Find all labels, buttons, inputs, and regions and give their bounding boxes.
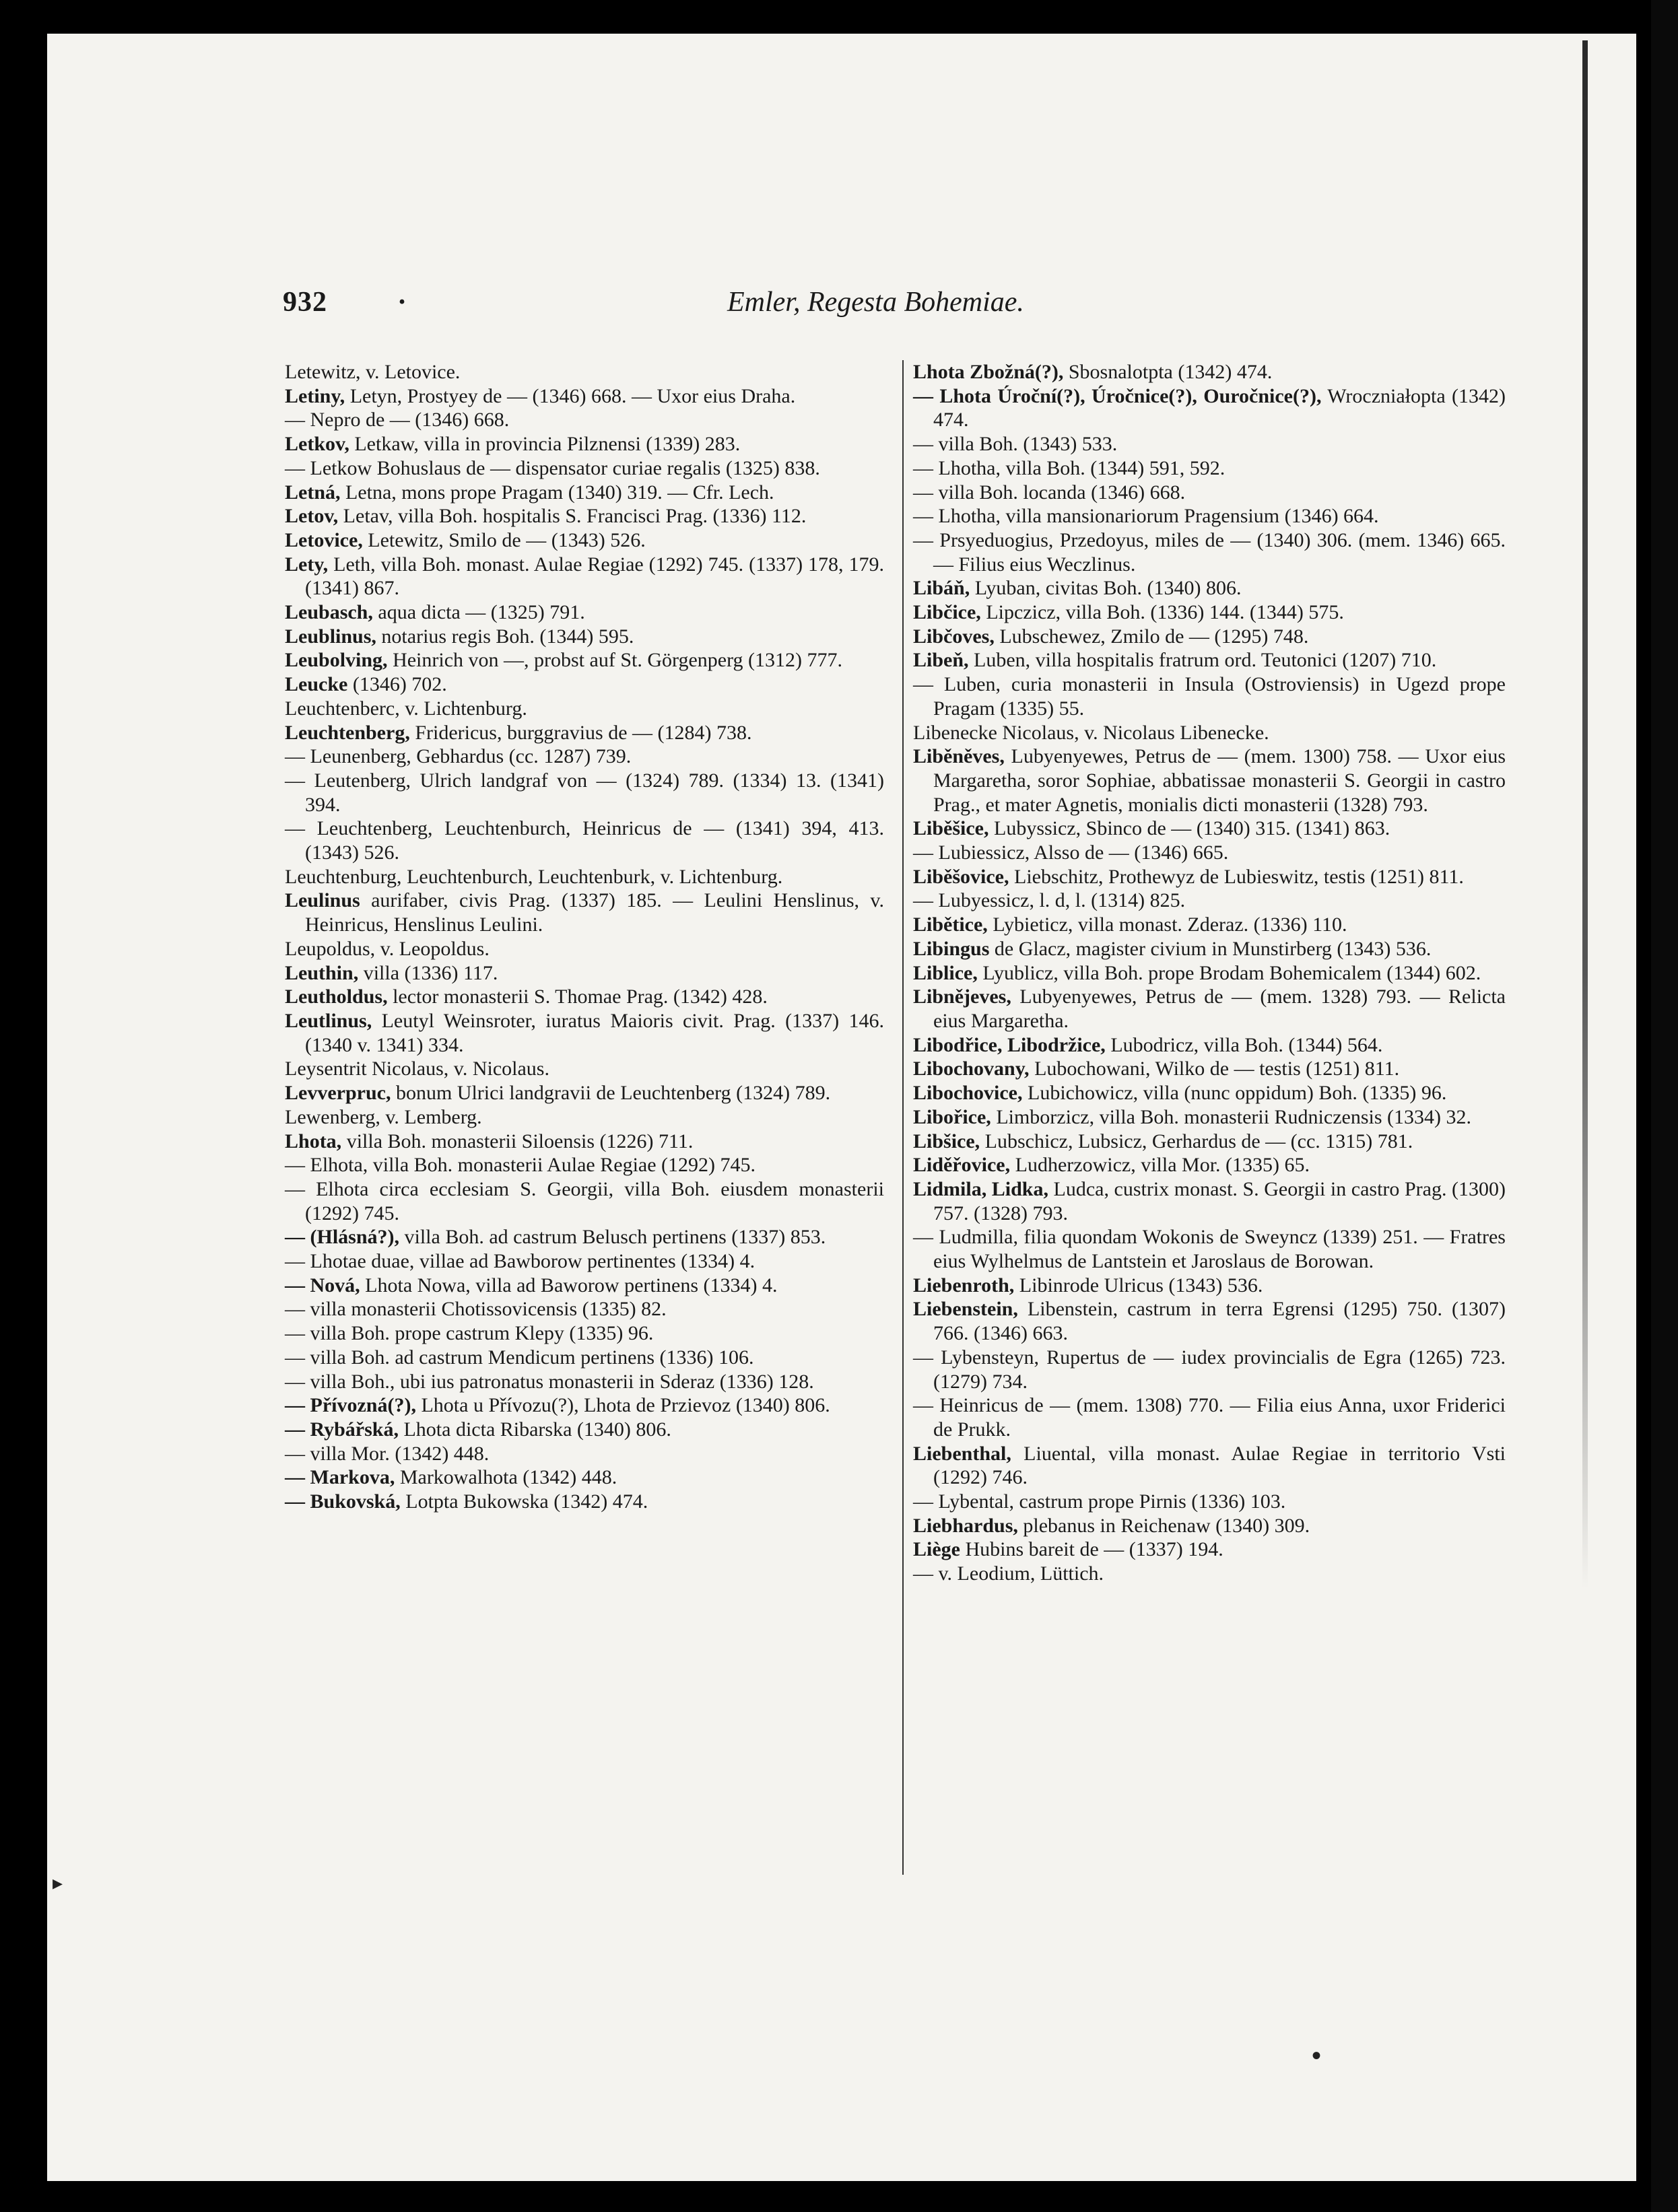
- right-column-entry: [913, 1033, 1506, 1058]
- right-column-entry: [913, 1130, 1506, 1154]
- entry-text: Ludherzowicz, villa Mor. (1335) 65.: [1010, 1154, 1310, 1177]
- entry-text: Sbosnalotpta (1342) 474.: [1063, 361, 1273, 383]
- entry-text: Leuchtenberc, v. Lichtenburg.: [285, 697, 527, 720]
- entry-headword: — Přívozná(?),: [285, 1394, 416, 1417]
- entry-headword: Libčoves,: [913, 625, 995, 648]
- entry-headword: Libáň,: [913, 577, 970, 600]
- entry-headword: Liebenroth,: [913, 1274, 1015, 1297]
- left-column-entry: [285, 1418, 884, 1442]
- right-column-entry: [913, 841, 1506, 865]
- entry-headword: Letovice,: [285, 528, 363, 551]
- stray-bullet-mark: •: [1312, 2040, 1322, 2071]
- entry-text: — villa Boh. locanda (1346) 668.: [913, 481, 1186, 504]
- left-column-entry: [285, 865, 884, 889]
- entry-text: — Ludmilla, filia quondam Wokonis de Sweyncz (1339) 251. — Fratres eius Wylhelmus de Lantstein et Jaroslaus de Borowan.: [913, 1226, 1506, 1273]
- entry-text: Lubyenyewes, Petrus de — (mem. 1328) 793. — Relicta eius Margaretha.: [933, 986, 1506, 1032]
- entry-headword: — Bukovská,: [285, 1490, 401, 1513]
- entry-headword: Leulinus: [285, 889, 360, 912]
- right-column-entry: [913, 576, 1506, 600]
- left-column-entry: [285, 1153, 884, 1177]
- entry-headword: Liebenstein,: [913, 1298, 1018, 1321]
- entry-text: Leutyl Weinsroter, iuratus Maioris civit. Prag. (1337) 146. (1340 v. 1341) 334.: [305, 1009, 884, 1056]
- entry-text: — Elhota, villa Boh. monasterii Aulae Regiae (1292) 745.: [285, 1154, 756, 1177]
- right-column-entry: [913, 817, 1506, 841]
- entry-text: Libenstein, castrum in terra Egrensi (1295) 750. (1307) 766. (1346) 663.: [933, 1298, 1506, 1345]
- entry-text: Lhota u Přívozu(?), Lhota de Przievoz (1340) 806.: [415, 1394, 830, 1417]
- right-column-entry: [913, 937, 1506, 961]
- entry-text: Lybieticz, villa monast. Zderaz. (1336) 110.: [987, 913, 1347, 936]
- entry-text: Fridericus, burggravius de — (1284) 738.: [409, 721, 752, 744]
- left-column-entry: [285, 432, 884, 456]
- entry-headword: Lhota,: [285, 1130, 342, 1152]
- entry-headword: — Markova,: [285, 1466, 395, 1489]
- right-column-entry: [913, 745, 1506, 817]
- entry-headword: Liège: [913, 1538, 960, 1561]
- right-column-entry: [913, 1297, 1506, 1345]
- left-column-entry: [285, 1177, 884, 1225]
- right-column-entry: [913, 913, 1506, 937]
- entry-headword: Liběšice,: [913, 817, 989, 840]
- entry-text: Leth, villa Boh. monast. Aulae Regiae (1292) 745. (1337) 178, 179. (1341) 867.: [305, 553, 884, 600]
- entry-text: — Elhota circa ecclesiam S. Georgii, villa Boh. eiusdem monasterii (1292) 745.: [285, 1177, 884, 1224]
- entry-text: Libinrode Ulricus (1343) 536.: [1014, 1274, 1263, 1297]
- entry-text: Lhota Nowa, villa ad Baworow pertinens (1334) 4.: [360, 1274, 778, 1297]
- entry-headword: Leutholdus,: [285, 986, 388, 1008]
- entry-headword: Letiny,: [285, 384, 345, 407]
- running-title: Emler, Regesta Bohemiae.: [727, 287, 1024, 318]
- entry-text: Luben, villa hospitalis fratrum ord. Teutonici (1207) 710.: [968, 649, 1437, 672]
- entry-text: Heinrich von —, probst auf St. Görgenperg (1312) 777.: [387, 649, 843, 672]
- right-column-entry: [913, 600, 1506, 625]
- entry-headword: Liběněves,: [913, 745, 1005, 768]
- entry-text: Wroczniałopta (1342) 474.: [933, 384, 1506, 431]
- left-column-entry: [285, 528, 884, 553]
- entry-text: Markowalhota (1342) 448.: [395, 1466, 617, 1489]
- entry-headword: Leubasch,: [285, 601, 373, 624]
- left-column-entry: [285, 408, 884, 432]
- left-column-entry: [285, 1057, 884, 1081]
- entry-text: Lubochowani, Wilko de — testis (1251) 811.: [1029, 1058, 1400, 1080]
- left-column-entry: [285, 456, 884, 481]
- entry-headword: Libochovany,: [913, 1058, 1030, 1080]
- entry-text: Letav, villa Boh. hospitalis S. Francisci Prag. (1336) 112.: [338, 505, 807, 528]
- right-column-entry: [913, 1514, 1506, 1538]
- entry-headword: Liděřovice,: [913, 1154, 1011, 1177]
- left-column-entry: [285, 1297, 884, 1321]
- entry-text: aurifaber, civis Prag. (1337) 185. — Leulini Henslinus, v. Heinricus, Henslinus Leulini.: [305, 889, 884, 936]
- right-column-entry: [913, 961, 1506, 986]
- entry-text: villa Boh. monasterii Siloensis (1226) 711.: [341, 1130, 694, 1152]
- entry-text: (1346) 702.: [347, 673, 447, 696]
- right-column-entry: [913, 1562, 1506, 1586]
- entry-text: — Leuchtenberg, Leuchtenburch, Heinricus de — (1341) 394, 413. (1343) 526.: [285, 817, 884, 864]
- right-column-entry: [913, 1346, 1506, 1393]
- right-column-entry: [913, 1393, 1506, 1441]
- index-column-left: [285, 360, 884, 1514]
- entry-text: — v. Leodium, Lüttich.: [913, 1562, 1104, 1585]
- right-column-entry: [913, 889, 1506, 913]
- entry-headword: Libodřice, Libodržice,: [913, 1033, 1106, 1056]
- left-column-entry: [285, 360, 884, 384]
- right-column-entry: [913, 481, 1506, 505]
- entry-text: Leupoldus, v. Leopoldus.: [285, 937, 490, 960]
- entry-text: villa Boh. ad castrum Belusch pertinens (1337) 853.: [399, 1226, 826, 1249]
- left-column-entry: [285, 1274, 884, 1298]
- left-column-entry: [285, 1370, 884, 1394]
- right-column-entry: [913, 360, 1506, 384]
- right-column-entry: [913, 528, 1506, 576]
- right-column-entry: [913, 865, 1506, 889]
- entry-headword: — Nová,: [285, 1274, 360, 1297]
- right-column-entry: [913, 672, 1506, 720]
- entry-text: Lubodricz, villa Boh. (1344) 564.: [1105, 1033, 1383, 1056]
- left-column-entry: [285, 721, 884, 745]
- entry-text: — Prsyeduogius, Przedoyus, miles de — (1340) 306. (mem. 1346) 665. — Filius eius Weczlinus.: [913, 528, 1506, 576]
- entry-text: villa (1336) 117.: [358, 961, 498, 984]
- right-column-entry: [913, 1274, 1506, 1298]
- right-column-entry: [913, 1537, 1506, 1562]
- entry-headword: Leuchtenberg,: [285, 721, 410, 744]
- right-column-entry: [913, 504, 1506, 528]
- right-column-entry: [913, 1490, 1506, 1514]
- left-column-entry: [285, 1490, 884, 1514]
- right-column-entry: [913, 985, 1506, 1033]
- right-column-entry: [913, 721, 1506, 745]
- left-column-entry: [285, 745, 884, 769]
- entry-text: — villa Boh. prope castrum Klepy (1335) 96.: [285, 1322, 654, 1345]
- entry-headword: — Rybářská,: [285, 1418, 399, 1441]
- entry-text: — villa monasterii Chotissovicensis (1335) 82.: [285, 1298, 667, 1321]
- page-fold-shadow: [1582, 40, 1588, 1589]
- entry-text: Limborzicz, villa Boh. monasterii Rudniczensis (1334) 32.: [991, 1105, 1472, 1128]
- entry-text: Leuchtenburg, Leuchtenburch, Leuchtenburk, v. Lichtenburg.: [285, 865, 783, 888]
- entry-text: — villa Boh. ad castrum Mendicum pertinens (1336) 106.: [285, 1346, 754, 1369]
- entry-headword: Libčice,: [913, 601, 981, 624]
- left-column-entry: [285, 672, 884, 697]
- left-column-entry: [285, 961, 884, 986]
- entry-text: — Lubyessicz, l. d, l. (1314) 825.: [913, 889, 1186, 912]
- entry-text: — Leunenberg, Gebhardus (cc. 1287) 739.: [285, 745, 632, 768]
- entry-text: Lhota dicta Ribarska (1340) 806.: [398, 1418, 671, 1441]
- right-column-entry: [913, 1057, 1506, 1081]
- left-column-entry: [285, 889, 884, 936]
- left-column-entry: [285, 1081, 884, 1105]
- entry-headword: Lhota Zbožná(?),: [913, 361, 1064, 383]
- entry-text: Letna, mons prope Pragam (1340) 319. — Cfr. Lech.: [340, 481, 774, 504]
- right-column-entry: [913, 1225, 1506, 1273]
- entry-text: Lubyssicz, Sbinco de — (1340) 315. (1341) 863.: [988, 817, 1390, 840]
- left-column-entry: [285, 817, 884, 864]
- entry-headword: Letkov,: [285, 433, 349, 456]
- right-column-entry: [913, 1153, 1506, 1177]
- entry-text: — villa Boh. (1343) 533.: [913, 433, 1118, 456]
- entry-headword: Leubolving,: [285, 649, 388, 672]
- column-divider: [902, 360, 904, 1875]
- entry-text: Letyn, Prostyey de — (1346) 668. — Uxor eius Draha.: [345, 384, 796, 407]
- left-column-entry: [285, 937, 884, 961]
- entry-text: bonum Ulrici landgravii de Leuchtenberg (1324) 789.: [391, 1082, 831, 1105]
- entry-text: Lyuban, civitas Boh. (1340) 806.: [970, 577, 1242, 600]
- left-column-entry: [285, 625, 884, 649]
- left-column-entry: [285, 1393, 884, 1418]
- entry-headword: Liebhardus,: [913, 1514, 1018, 1537]
- entry-headword: Liblice,: [913, 961, 978, 984]
- entry-headword: Libořice,: [913, 1105, 991, 1128]
- entry-text: — villa Mor. (1342) 448.: [285, 1442, 490, 1465]
- entry-text: Lubschicz, Lubsicz, Gerhardus de — (cc. 1315) 781.: [980, 1130, 1413, 1152]
- entry-text: Lyublicz, villa Boh. prope Brodam Bohemicalem (1344) 602.: [977, 961, 1481, 984]
- entry-text: — Nepro de — (1346) 668.: [285, 409, 510, 431]
- entry-text: aqua dicta — (1325) 791.: [372, 601, 585, 624]
- right-column-entry: [913, 432, 1506, 456]
- entry-text: — Lubiessicz, Alsso de — (1346) 665.: [913, 841, 1229, 864]
- left-column-entry: [285, 553, 884, 600]
- entry-headword: Leucke: [285, 673, 348, 696]
- left-column-entry: [285, 1130, 884, 1154]
- entry-headword: Libnějeves,: [913, 986, 1011, 1008]
- entry-text: Lubichowicz, villa (nunc oppidum) Boh. (1335) 96.: [1022, 1082, 1447, 1105]
- entry-text: — Letkow Bohuslaus de — dispensator curiae regalis (1325) 838.: [285, 456, 820, 479]
- right-column-entry: [913, 384, 1506, 432]
- entry-text: Hubins bareit de — (1337) 194.: [960, 1538, 1223, 1561]
- entry-text: Lipczicz, villa Boh. (1336) 144. (1344) 575.: [980, 601, 1344, 624]
- entry-headword: Leublinus,: [285, 625, 376, 648]
- left-column-entry: [285, 504, 884, 528]
- left-column-entry: [285, 481, 884, 505]
- entry-text: Leysentrit Nicolaus, v. Nicolaus.: [285, 1058, 549, 1080]
- entry-text: lector monasterii S. Thomae Prag. (1342) 428.: [387, 986, 768, 1008]
- right-column-entry: [913, 625, 1506, 649]
- entry-text: Liuental, villa monast. Aulae Regiae in territorio Vsti (1292) 746.: [933, 1442, 1506, 1489]
- entry-text: Letewitz, Smilo de — (1343) 526.: [362, 528, 646, 551]
- left-column-entry: [285, 697, 884, 721]
- entry-text: Lotpta Bukowska (1342) 474.: [400, 1490, 648, 1513]
- right-column-entry: [913, 648, 1506, 672]
- entry-headword: Liebenthal,: [913, 1442, 1011, 1465]
- entry-headword: Libětice,: [913, 913, 988, 936]
- entry-text: Lewenberg, v. Lemberg.: [285, 1105, 482, 1128]
- entry-headword: Libeň,: [913, 649, 969, 672]
- index-column-right: [913, 360, 1506, 1586]
- page-number: 932: [283, 287, 327, 318]
- entry-headword: Libšice,: [913, 1130, 980, 1152]
- entry-text: Ludca, custrix monast. S. Georgii in castro Prag. (1300) 757. (1328) 793.: [933, 1177, 1506, 1224]
- right-column-entry: [913, 1442, 1506, 1490]
- left-column-entry: [285, 1225, 884, 1249]
- scan-border: [1651, 0, 1678, 2212]
- left-column-entry: [285, 1249, 884, 1274]
- entry-text: plebanus in Reichenaw (1340) 309.: [1017, 1514, 1310, 1537]
- entry-headword: Letov,: [285, 505, 339, 528]
- entry-text: Liebschitz, Prothewyz de Lubieswitz, testis (1251) 811.: [1009, 865, 1464, 888]
- entry-text: — Heinricus de — (mem. 1308) 770. — Filia eius Anna, uxor Friderici de Prukk.: [913, 1394, 1506, 1441]
- left-column-entry: [285, 648, 884, 672]
- left-column-entry: [285, 600, 884, 625]
- entry-headword: Lety,: [285, 553, 329, 576]
- entry-text: — Lybensteyn, Rupertus de — iudex provincialis de Egra (1265) 723. (1279) 734.: [913, 1346, 1506, 1393]
- entry-text: notarius regis Boh. (1344) 595.: [376, 625, 634, 648]
- entry-headword: Lidmila, Lidka,: [913, 1177, 1048, 1200]
- entry-headword: Letná,: [285, 481, 341, 504]
- entry-text: de Glacz, magister civium in Munstirberg (1343) 536.: [989, 937, 1432, 960]
- entry-headword: Liběšovice,: [913, 865, 1009, 888]
- right-column-entry: [913, 1105, 1506, 1130]
- entry-text: Letewitz, v. Letovice.: [285, 361, 461, 383]
- entry-text: Libenecke Nicolaus, v. Nicolaus Libenecke.: [913, 721, 1269, 744]
- entry-headword: — Lhota Úroční(?), Úročnice(?), Ouročnice(?),: [913, 384, 1322, 407]
- header-dot: ·: [397, 287, 407, 318]
- left-column-entry: [285, 1442, 884, 1466]
- right-column-entry: [913, 1081, 1506, 1105]
- entry-text: — Luben, curia monasterii in Insula (Ostroviensis) in Ugezd prope Pragam (1335) 55.: [913, 673, 1506, 720]
- stray-arrow-mark: ▸: [53, 1872, 63, 1894]
- left-column-entry: [285, 1346, 884, 1370]
- entry-headword: — (Hlásná?),: [285, 1226, 400, 1249]
- entry-text: Lubschewez, Zmilo de — (1295) 748.: [994, 625, 1309, 648]
- entry-headword: Libingus: [913, 937, 990, 960]
- left-column-entry: [285, 1009, 884, 1057]
- right-column-entry: [913, 1177, 1506, 1225]
- entry-text: Letkaw, villa in provincia Pilznensi (1339) 283.: [349, 433, 741, 456]
- entry-headword: Levverpruc,: [285, 1082, 391, 1105]
- entry-text: — Lhotae duae, villae ad Bawborow pertinentes (1334) 4.: [285, 1250, 756, 1273]
- entry-headword: Leutlinus,: [285, 1009, 372, 1032]
- entry-text: — Lhotha, villa mansionariorum Pragensium (1346) 664.: [913, 505, 1379, 528]
- left-column-entry: [285, 1321, 884, 1346]
- left-column-entry: [285, 985, 884, 1009]
- entry-text: — Lhotha, villa Boh. (1344) 591, 592.: [913, 456, 1226, 479]
- left-column-entry: [285, 1105, 884, 1130]
- entry-text: — villa Boh., ubi ius patronatus monasterii in Sderaz (1336) 128.: [285, 1370, 814, 1393]
- entry-headword: Leuthin,: [285, 961, 359, 984]
- entry-headword: Libochovice,: [913, 1082, 1023, 1105]
- left-column-entry: [285, 384, 884, 409]
- right-column-entry: [913, 456, 1506, 481]
- left-column-entry: [285, 769, 884, 817]
- entry-text: — Lybental, castrum prope Pirnis (1336) 103.: [913, 1490, 1286, 1513]
- entry-text: Lubyenyewes, Petrus de — (mem. 1300) 758. — Uxor eius Margaretha, soror Sophiae, abbatissae monasterii S. Georgii in castro Prag., et mater Agnetis, monialis dicti monasterii (1328) 793.: [933, 745, 1506, 816]
- left-column-entry: [285, 1465, 884, 1490]
- entry-text: — Leutenberg, Ulrich landgraf von — (1324) 789. (1334) 13. (1341) 394.: [285, 769, 884, 816]
- page-header: [283, 286, 1064, 326]
